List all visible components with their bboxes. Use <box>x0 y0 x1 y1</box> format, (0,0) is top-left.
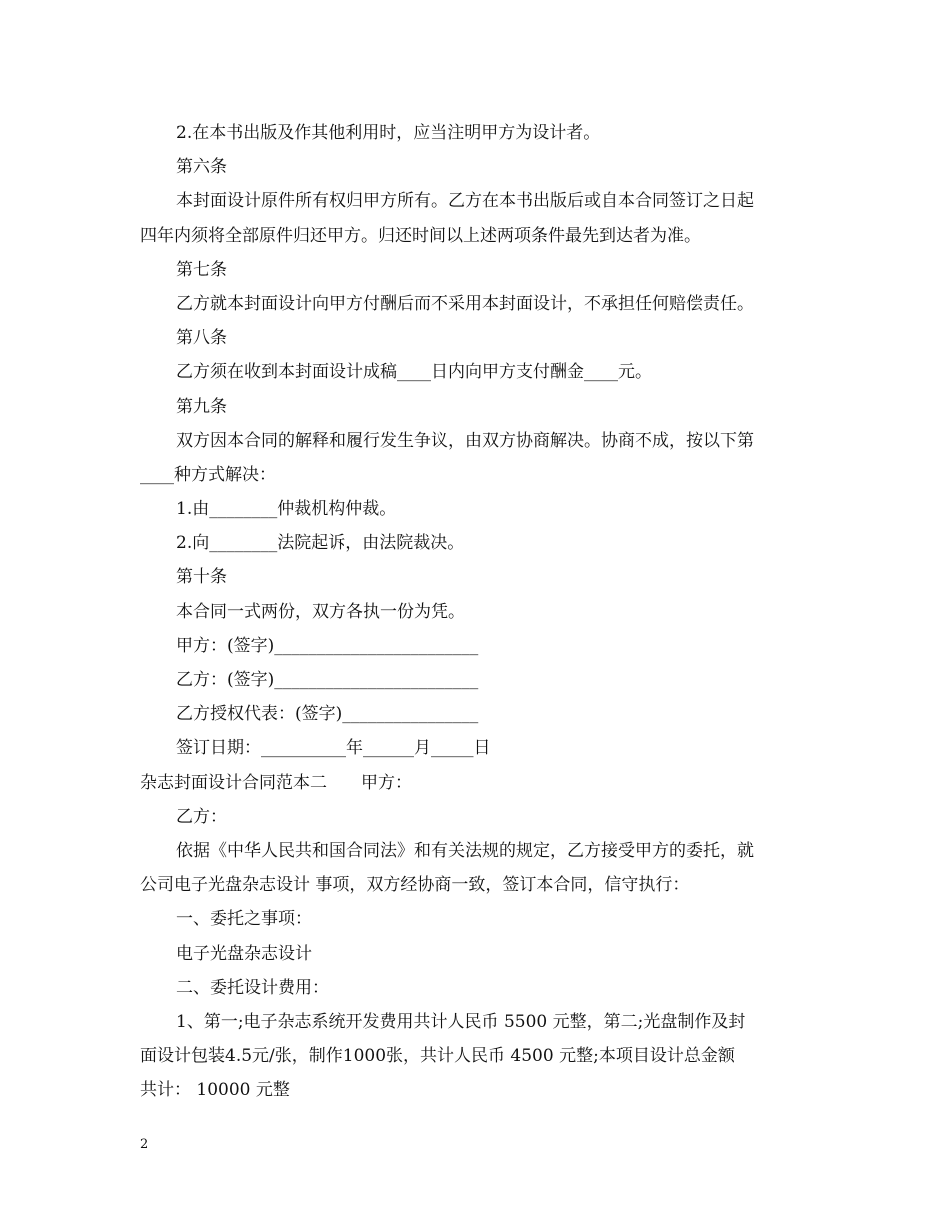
signature-line-party-b: 乙方：(签字)________________________ <box>176 670 479 690</box>
article-heading: 第八条 <box>176 328 227 349</box>
document-body <box>140 116 812 1107</box>
clause-line: 电子光盘杂志设计 <box>176 943 312 964</box>
clause-line: 1.由________仲裁机构仲裁。 <box>176 499 397 520</box>
article-heading: 第十条 <box>176 567 227 588</box>
clause-line: 面设计包装4.5元/张，制作1000张，共计人民币 4500 元整;本项目设计总金额 <box>140 1046 735 1067</box>
clause-line: 依据《中华人民共和国合同法》和有关法规的规定，乙方接受甲方的委托，就 <box>176 840 754 861</box>
party-line: 乙方： <box>176 806 227 827</box>
clause-line: 2.向________法院起诉，由法院裁决。 <box>176 533 465 554</box>
page-number: 2 <box>140 1137 149 1152</box>
section-heading: 二、委托设计费用： <box>176 977 329 998</box>
clause-line: 公司电子光盘杂志设计 事项，双方经协商一致，签订本合同，信守执行： <box>140 875 690 896</box>
section-heading: 一、委托之事项： <box>176 909 312 930</box>
clause-line: 1、第一;电子杂志系统开发费用共计人民币 5500 元整，第二;光盘制作及封 <box>176 1011 746 1032</box>
article-heading: 第六条 <box>176 157 227 178</box>
signature-line-party-a: 甲方：(签字)________________________ <box>176 635 479 656</box>
signing-date-line: 签订日期：__________年______月_____日 <box>176 738 491 759</box>
clause-line: 乙方就本封面设计向甲方付酬后而不采用本封面设计，不承担任何赔偿责任。 <box>176 293 754 314</box>
article-heading: 第九条 <box>176 396 227 417</box>
article-heading: 第七条 <box>176 259 227 280</box>
section-title: 杂志封面设计合同范本二 甲方： <box>140 772 412 793</box>
clause-line: ____种方式解决： <box>140 464 276 485</box>
clause-line: 本合同一式两份，双方各执一份为凭。 <box>176 601 465 622</box>
clause-line: 2.在本书出版及作其他利用时，应当注明甲方为设计者。 <box>176 123 601 143</box>
clause-line: 四年内须将全部原件归还甲方。归还时间以上述两项条件最先到达者为准。 <box>140 225 701 246</box>
signature-line-representative: 乙方授权代表：(签字)________________ <box>176 704 479 725</box>
clause-line: 本封面设计原件所有权归甲方所有。乙方在本书出版后或自本合同签订之日起 <box>176 191 754 212</box>
clause-line: 乙方须在收到本封面设计成稿____日内向甲方支付酬金____元。 <box>176 362 652 383</box>
clause-line: 双方因本合同的解释和履行发生争议，由双方协商解决。协商不成，按以下第 <box>176 430 754 451</box>
clause-line: 共计： 10000 元整 <box>140 1080 290 1101</box>
